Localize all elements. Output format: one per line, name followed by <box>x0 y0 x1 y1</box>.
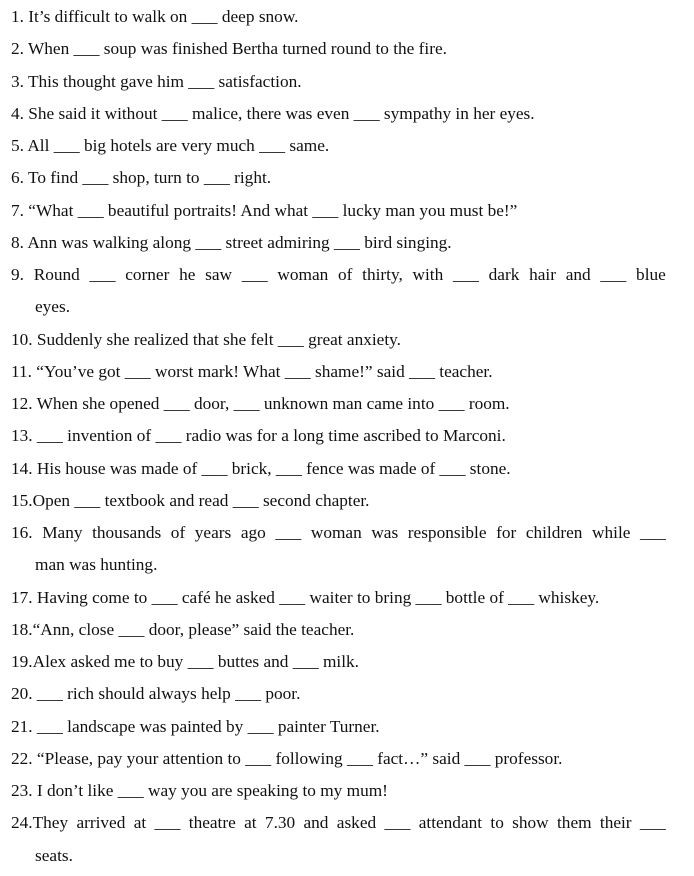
exercise-sentence: 5. All ___ big hotels are very much ___ same. <box>11 136 330 155</box>
exercise-sentence: 24.They arrived at ___ theatre at 7.30 and asked ___ attendant to show them their ___ <box>11 813 666 833</box>
exercise-sentence: 18.“Ann, close ___ door, please” said the teacher. <box>11 619 355 639</box>
exercise-sentence: 19.Alex asked me to buy ___ buttes and ___ milk. <box>11 652 359 671</box>
exercise-sentence: 1. It’s difficult to walk on ___ deep snow. <box>11 7 299 26</box>
exercise-sentence: 13. ___ invention of ___ radio was for a long time ascribed to Marconi. <box>11 426 506 446</box>
exercise-sentence-continuation: eyes. <box>35 297 71 317</box>
exercise-sentence: 7. “What ___ beautiful portraits! And what ___ lucky man you must be!” <box>11 200 518 220</box>
exercise-sentence: 9. Round ___ corner he saw ___ woman of thirty, with ___ dark hair and ___ blue <box>11 265 666 284</box>
exercise-sentence: 14. His house was made of ___ brick, ___ fence was made of ___ stone. <box>11 458 511 478</box>
exercise-sentence-continuation: seats. <box>35 845 73 865</box>
exercise-sentence: 15.Open ___ textbook and read ___ second chapter. <box>11 490 370 510</box>
exercise-sentence: 8. Ann was walking along ___ street admiring ___ bird singing. <box>11 232 452 252</box>
exercise-sentence: 22. “Please, pay your attention to ___ following ___ fact…” said ___ professor. <box>11 748 563 768</box>
exercise-sentence: 6. To find ___ shop, turn to ___ right. <box>11 168 272 188</box>
exercise-sentence: 4. She said it without ___ malice, there was even ___ sympathy in her eyes. <box>11 103 535 123</box>
exercise-sentence: 21. ___ landscape was painted by ___ painter Turner. <box>11 716 380 736</box>
exercise-sentence: 3. This thought gave him ___ satisfaction. <box>11 71 302 91</box>
exercise-sentence: 23. I don’t like ___ way you are speaking to my mum! <box>11 781 388 800</box>
exercise-sentence-continuation: man was hunting. <box>35 555 158 575</box>
exercise-sentence: 12. When she opened ___ door, ___ unknown man came into ___ room. <box>11 394 510 413</box>
exercise-sentence: 20. ___ rich should always help ___ poor. <box>11 684 301 704</box>
exercise-sentence: 2. When ___ soup was finished Bertha turned round to the fire. <box>11 39 447 59</box>
exercise-sentence: 16. Many thousands of years ago ___ woman was responsible for children while ___ <box>11 523 666 542</box>
exercise-sentence: 10. Suddenly she realized that she felt ___ great anxiety. <box>11 329 401 349</box>
exercise-sentence: 17. Having come to ___ café he asked ___ waiter to bring ___ bottle of ___ whiskey. <box>11 587 600 607</box>
exercise-sentence: 11. “You’ve got ___ worst mark! What ___ shame!” said ___ teacher. <box>11 361 493 381</box>
